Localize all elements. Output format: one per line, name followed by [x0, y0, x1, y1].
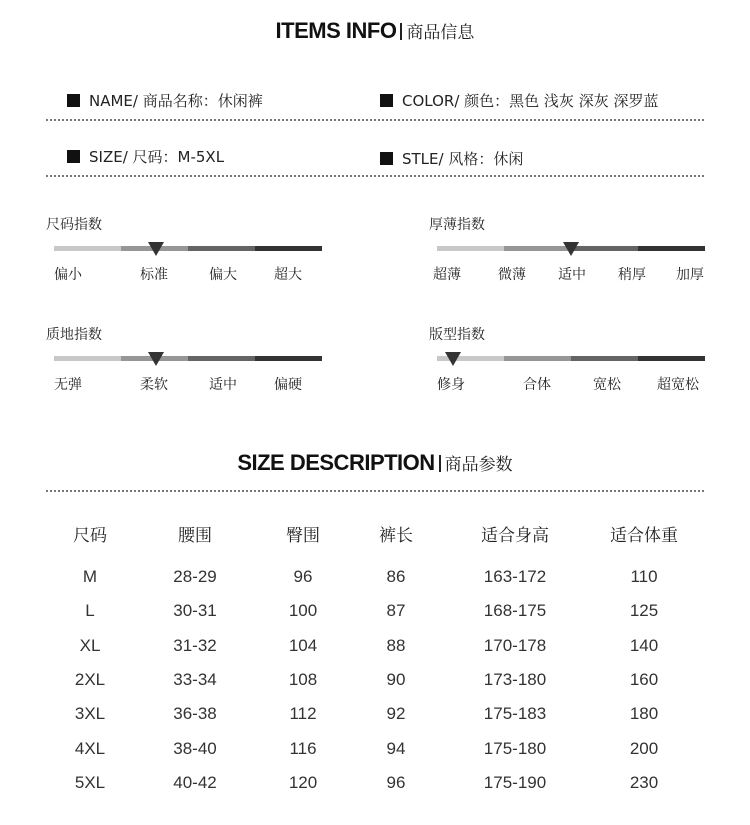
gauge-label: 标准 — [140, 267, 168, 283]
items-info-heading — [0, 18, 750, 44]
gauge-label: 修身 — [437, 377, 465, 393]
info-size — [67, 146, 224, 167]
table-cell: 175-180 — [483, 738, 547, 758]
table-cell: 175-190 — [483, 772, 547, 792]
table-cell: 110 — [630, 567, 658, 586]
gauge-segment — [188, 356, 255, 361]
info-name-text: NAME/ 商品名称：休闲裤 — [89, 92, 263, 110]
size-description-heading — [0, 450, 750, 476]
table-cell: 140 — [629, 635, 659, 655]
info-size-text: SIZE/ 尺码：M-5XL — [89, 148, 225, 166]
table-cell: 112 — [289, 704, 317, 724]
info-color — [380, 90, 658, 111]
table-cell: 108 — [288, 669, 318, 689]
heading-cn: 商品参数 — [444, 455, 513, 475]
table-cell: 180 — [629, 704, 659, 724]
gauge-label: 柔软 — [140, 377, 168, 393]
table-cell: 28-29 — [173, 567, 217, 586]
heading-en: SIZE DESCRIPTION — [237, 450, 435, 475]
gauge-bar — [54, 246, 322, 251]
table-cell: XL — [79, 635, 101, 655]
gauge-label: 无弹 — [54, 377, 82, 393]
table-cell: 120 — [288, 772, 318, 792]
dotted-divider — [46, 175, 704, 177]
square-bullet-icon — [67, 94, 80, 107]
table-cell: 200 — [629, 738, 659, 758]
table-cell: 160 — [629, 669, 659, 689]
gauge-title: 厚薄指数 — [429, 217, 485, 233]
gauge-marker-icon — [148, 242, 164, 256]
table-cell: 104 — [288, 635, 318, 655]
gauge-title: 质地指数 — [46, 327, 102, 343]
gauge-title: 版型指数 — [429, 327, 485, 343]
square-bullet-icon — [380, 152, 393, 165]
gauge-segment — [571, 356, 638, 361]
table-cell: 175-183 — [483, 704, 547, 724]
gauge-segment — [54, 246, 121, 251]
table-cell: 40-42 — [173, 772, 217, 792]
gauge-marker-icon — [563, 242, 579, 256]
gauge-label: 稍厚 — [618, 267, 646, 283]
info-style-text: STLE/ 风格：休闲 — [402, 150, 524, 168]
table-cell: 31-32 — [173, 635, 217, 655]
gauge-segment — [638, 356, 705, 361]
gauge-label: 偏大 — [209, 267, 237, 283]
gauge-label: 超大 — [274, 267, 302, 283]
gauge-label: 加厚 — [676, 267, 704, 283]
info-style — [380, 148, 523, 169]
dotted-divider — [46, 119, 704, 121]
table-header: 裤长 — [379, 526, 413, 546]
heading-cn: 商品信息 — [406, 23, 475, 43]
table-cell: 88 — [386, 635, 406, 655]
table-cell: 92 — [386, 704, 406, 724]
table-cell: 5XL — [74, 772, 106, 792]
table-cell: 30-31 — [173, 601, 217, 621]
table-cell: 170-178 — [483, 635, 547, 655]
table-cell: M — [82, 567, 98, 586]
gauge-label: 偏硬 — [274, 377, 302, 393]
gauge-segment — [255, 356, 322, 361]
square-bullet-icon — [380, 94, 393, 107]
table-header: 适合体重 — [610, 526, 678, 546]
square-bullet-icon — [67, 150, 80, 163]
gauge-bar — [437, 356, 705, 361]
gauge-label: 超薄 — [433, 267, 461, 283]
table-cell: 87 — [386, 601, 406, 621]
info-color-text: COLOR/ 颜色：黑色 浅灰 深灰 深罗蓝 — [402, 92, 659, 110]
table-cell: 86 — [386, 567, 406, 586]
dotted-divider — [46, 490, 704, 492]
gauge-marker-icon — [148, 352, 164, 366]
gauge-segment — [638, 246, 705, 251]
gauge-label: 适中 — [558, 267, 586, 283]
gauge-label: 微薄 — [498, 267, 526, 283]
table-header: 臀围 — [286, 526, 320, 546]
heading-en: ITEMS INFO — [275, 18, 397, 43]
table-cell: 33-34 — [173, 669, 217, 689]
gauge-label: 偏小 — [54, 267, 82, 283]
gauge-title: 尺码指数 — [46, 217, 102, 233]
table-cell: 94 — [386, 738, 406, 758]
gauge-segment — [437, 246, 504, 251]
table-cell: 125 — [629, 601, 659, 621]
table-cell: 3XL — [74, 704, 106, 724]
table-cell: 100 — [288, 601, 318, 621]
gauge-label: 宽松 — [593, 377, 621, 393]
table-cell: 96 — [386, 772, 406, 792]
gauge-segment — [54, 356, 121, 361]
gauge-bar — [54, 356, 322, 361]
gauge-segment — [188, 246, 255, 251]
table-cell: 38-40 — [173, 738, 217, 758]
gauge-segment — [504, 356, 571, 361]
table-cell: 163-172 — [483, 567, 547, 586]
table-cell: 230 — [629, 772, 659, 792]
table-cell: 96 — [293, 567, 313, 586]
table-cell: 90 — [386, 669, 406, 689]
gauge-segment — [504, 246, 571, 251]
table-cell: L — [85, 601, 95, 621]
divider — [400, 23, 402, 40]
gauge-label: 适中 — [209, 377, 237, 393]
table-cell: 116 — [289, 738, 317, 758]
gauge-label: 合体 — [523, 377, 551, 393]
table-cell: 36-38 — [173, 704, 217, 724]
table-cell: 4XL — [74, 738, 106, 758]
gauge-label: 超宽松 — [657, 377, 699, 393]
gauge-segment — [255, 246, 322, 251]
table-cell: 173-180 — [483, 669, 547, 689]
info-name — [67, 90, 263, 111]
divider — [439, 455, 441, 472]
table-header: 适合身高 — [481, 526, 549, 546]
table-header: 尺码 — [73, 526, 107, 546]
table-header: 腰围 — [178, 526, 212, 546]
table-cell: 2XL — [74, 669, 106, 689]
gauge-marker-icon — [445, 352, 461, 366]
gauge-segment — [571, 246, 638, 251]
table-cell: 168-175 — [483, 601, 547, 621]
